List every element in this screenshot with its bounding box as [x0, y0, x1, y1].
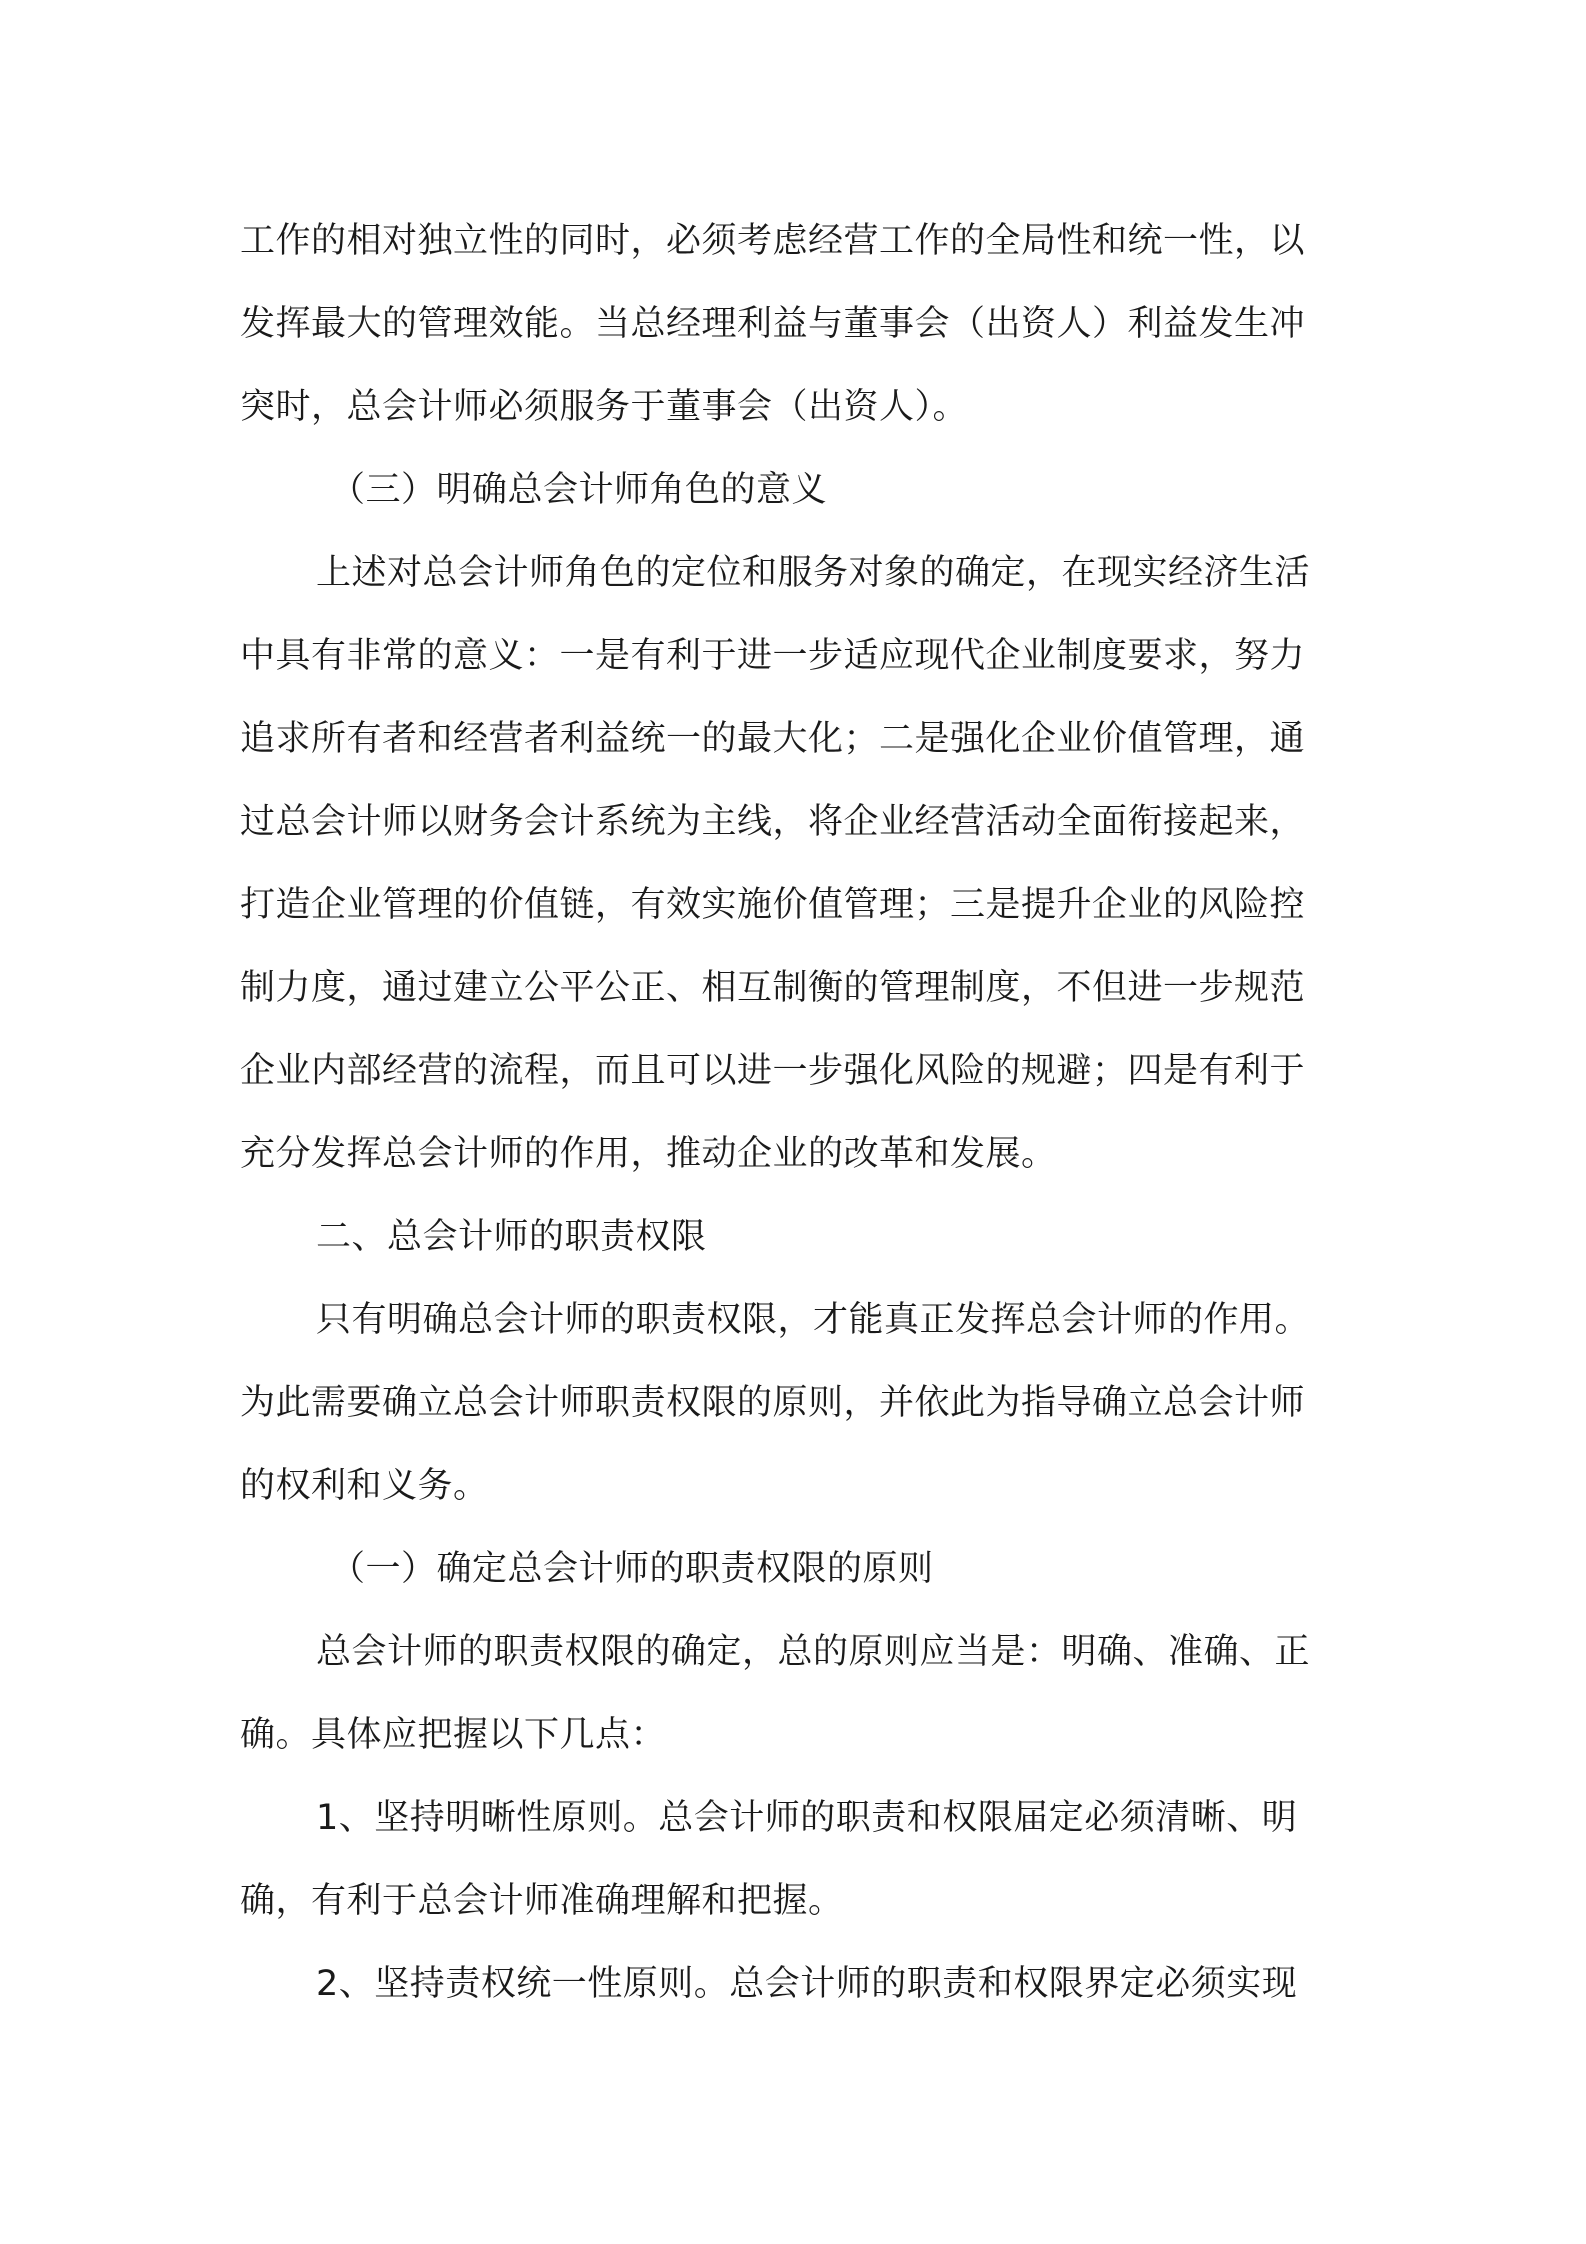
body-line: 确，有利于总会计师准确理解和把握。 — [240, 1881, 844, 1921]
body-line: 工作的相对独立性的同时，必须考虑经营工作的全局性和统一性，以 — [240, 221, 1306, 261]
body-line: 制力度，通过建立公平公正、相互制衡的管理制度，不但进一步规范 — [240, 968, 1306, 1008]
body-line: 充分发挥总会计师的作用，推动企业的改革和发展。 — [240, 1134, 1057, 1174]
body-line: 企业内部经营的流程，而且可以进一步强化风险的规避；四是有利于 — [240, 1051, 1306, 1091]
body-line: 的权利和义务。 — [240, 1466, 489, 1506]
body-line: 追求所有者和经营者利益统一的最大化；二是强化企业价值管理，通 — [240, 719, 1306, 759]
section-heading: （三）明确总会计师角色的意义 — [330, 470, 828, 510]
body-line: 打造企业管理的价值链，有效实施价值管理；三是提升企业的风险控 — [240, 885, 1306, 925]
body-line: 过总会计师以财务会计系统为主线，将企业经营活动全面衔接起来， — [240, 802, 1306, 842]
paragraph-first-line: 上述对总会计师角色的定位和服务对象的确定，在现实经济生活 — [316, 553, 1311, 593]
body-line: 中具有非常的意义：一是有利于进一步适应现代企业制度要求，努力 — [240, 636, 1306, 676]
section-heading: （一）确定总会计师的职责权限的原则 — [330, 1549, 934, 1589]
paragraph-first-line: 只有明确总会计师的职责权限，才能真正发挥总会计师的作用。 — [316, 1300, 1311, 1340]
body-line: 为此需要确立总会计师职责权限的原则，并依此为指导确立总会计师 — [240, 1383, 1306, 1423]
body-line: 确。具体应把握以下几点： — [240, 1715, 667, 1755]
chapter-heading: 二、总会计师的职责权限 — [316, 1217, 707, 1257]
list-item-first-line: 1、坚持明晰性原则。总会计师的职责和权限届定必须清晰、明 — [316, 1798, 1298, 1838]
document-body — [240, 200, 1360, 2026]
body-line: 突时，总会计师必须服务于董事会（出资人）。 — [240, 387, 969, 427]
body-line: 发挥最大的管理效能。当总经理利益与董事会（出资人）利益发生冲 — [240, 304, 1306, 344]
paragraph-first-line: 总会计师的职责权限的确定，总的原则应当是：明确、准确、正 — [316, 1632, 1311, 1672]
list-item-first-line: 2、坚持责权统一性原则。总会计师的职责和权限界定必须实现 — [316, 1964, 1298, 2004]
